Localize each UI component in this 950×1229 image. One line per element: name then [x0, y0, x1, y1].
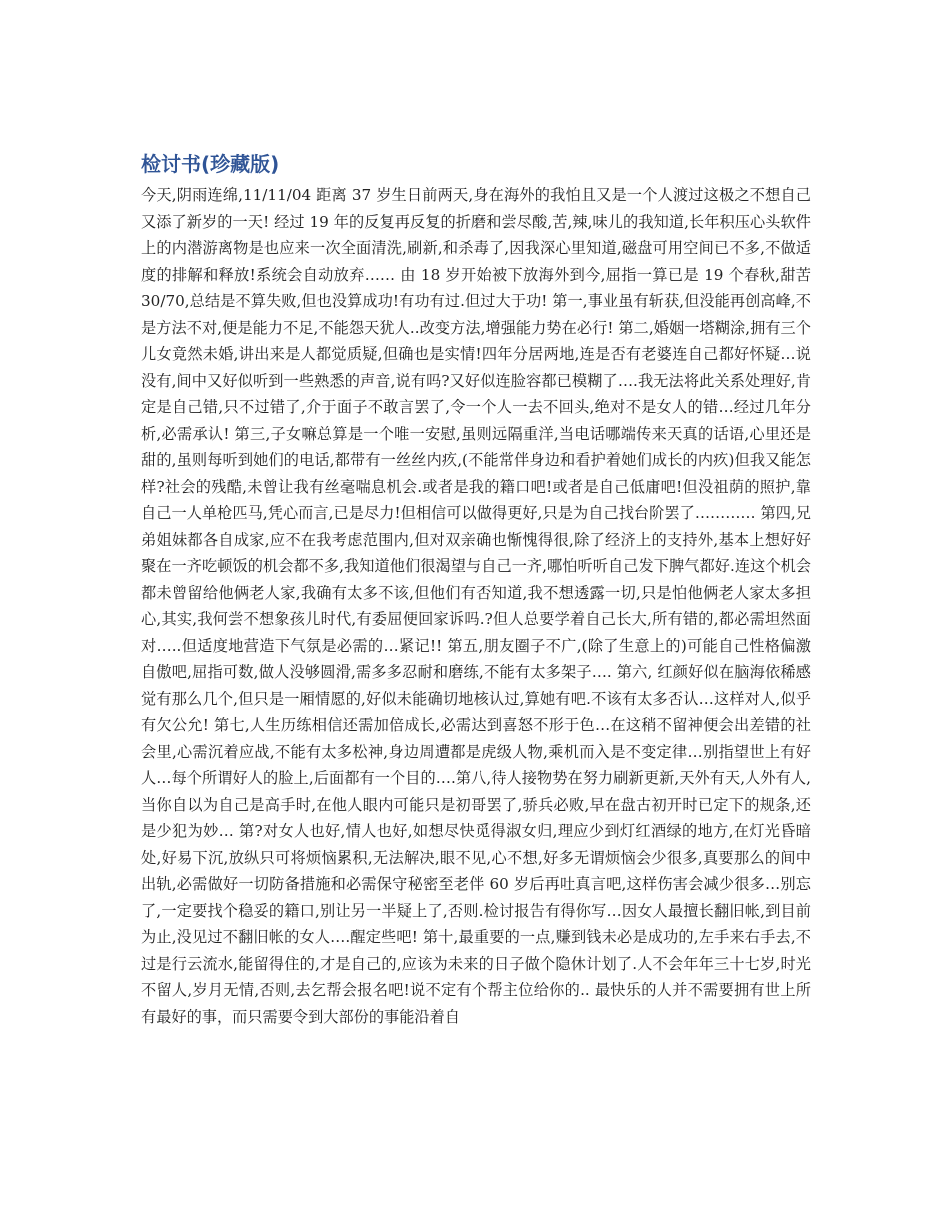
document-body-text: 今天,阴雨连绵,11/11/04 距离 37 岁生日前两天,身在海外的我怕且又是一个人渡过这极之不想自己又添了新岁的一天! 经过 19 年的反复再反复的折磨和尝尽酸,苦,辣,味儿的我知道,长年积压心头软件上的内潜游离物是也应来一次全面清洗,刷新,和杀毒了,因我深心里知道,磁盘可用空间已不多,不做适度的排解和释放!系统会自动放弃…… 由 18 岁开始被下放海外到今,屈指一算已是 19 个春秋,甜苦 30/70,总结是不算失败,但也没算成功!有功有过.但过大于功! 第一,事业虽有斩获,但没能再创高峰,不是方法不对,便是能力不足,不能怨天犹人..改变方法,增强能力势在必行! 第二,婚姻一塔糊涂,拥有三个儿女竟然未婚,讲出来是人都觉质疑,但确也是实情!四年分居两地,连是否有老婆连自己都好怀疑…说没有,间中又好似听到一些熟悉的声音,说有吗?又好似连脸容都已模糊了….我无法将此关系处理好,肯定是自己错,只不过错了,介于面子不敢言罢了,令一个人一去不回头,绝对不是女人的错…经过几年分析,必需承认! 第三,子女嘛总算是一个唯一安慰,虽则远隔重洋,当电话哪端传来天真的话语,心里还是甜的,虽则每听到她们的电话,都带有一丝丝内疚,(不能常伴身边和看护着她们成长的内疚)但我又能怎样?社会的残酷,未曾让我有丝毫喘息机会.或者是我的籍口吧!或者是自己低庸吧!但没祖荫的照护,靠自己一人单枪匹马,凭心而言,已是尽力!但相信可以做得更好,只是为自己找台阶罢了………… 第四,兄弟姐妹都各自成家,应不在我考虑范围内,但对双亲确也惭愧得很,除了经济上的支持外,基本上想好好聚在一齐吃顿饭的机会都不多,我知道他们很渴望与自己一齐,哪怕听听自己发下脾气都好.连这个机会都未曾留给他俩老人家,我确有太多不该,但他们有否知道,我不想透露一切,只是怕他俩老人家太多担心,其实,我何尝不想象孩儿时代,有委屈便回家诉吗.?但人总要学着自己长大,所有错的,都必需坦然面对…..但适度地营造下气氛是必需的…紧记!! 第五,朋友圈子不广,(除了生意上的)可能自己性格偏激自傲吧,屈指可数,做人没够圆滑,需多多忍耐和磨练,不能有太多架子…. 第六, 红颜好似在脑海依稀感觉有那么几个,但只是一厢情愿的,好似未能确切地核认过,算她有吧.不该有太多否认…这样对人,似乎有欠公允! 第七,人生历练相信还需加倍成长,必需达到喜怒不形于色…在这稍不留神便会出差错的社会里,心需沉着应战,不能有太多松神,身边周遭都是虎级人物,乘机而入是不变定律…别指望世上有好人…每个所谓好人的脸上,后面都有一个目的….第八,待人接物势在努力刷新更新,天外有天,人外有人,当你自以为自己是高手时,在他人眼内可能只是初哥罢了,骄兵必败,早在盘古初开时已定下的规条,还是少犯为妙… 第?对女人也好,情人也好,如想尽快觅得淑女归,理应少到灯红酒绿的地方,在灯光昏暗处,好易下沉,放纵只可将烦恼累积,无法解决,眼不见,心不想,好多无谓烦恼会少很多,真要那么的间中出轨,必需做好一切防备措施和必需保守秘密至老伴 60 岁后再吐真言吧,这样伤害会减少很多…别忘了,一定要找个稳妥的籍口,别让另一半疑上了,否则.检讨报告有得你写…因女人最擅长翻旧帐,到目前为止,没见过不翻旧帐的女人….醒定些吧! 第十,最重要的一点,赚到钱未必是成功的,左手来右手去,不过是行云流水,能留得住的,才是自己的,应该为未来的日子做个隐休计划了.人不会年年三十七岁,时光不留人,岁月无情,否则,去乞帮会报名吧!说不定有个帮主位给你的.. 最快乐的人并不需要拥有世上所有最好的事，而只需要令到大部份的事能沿着自	[141, 186, 811, 1026]
document-title: 检讨书(珍藏版)	[141, 152, 280, 176]
